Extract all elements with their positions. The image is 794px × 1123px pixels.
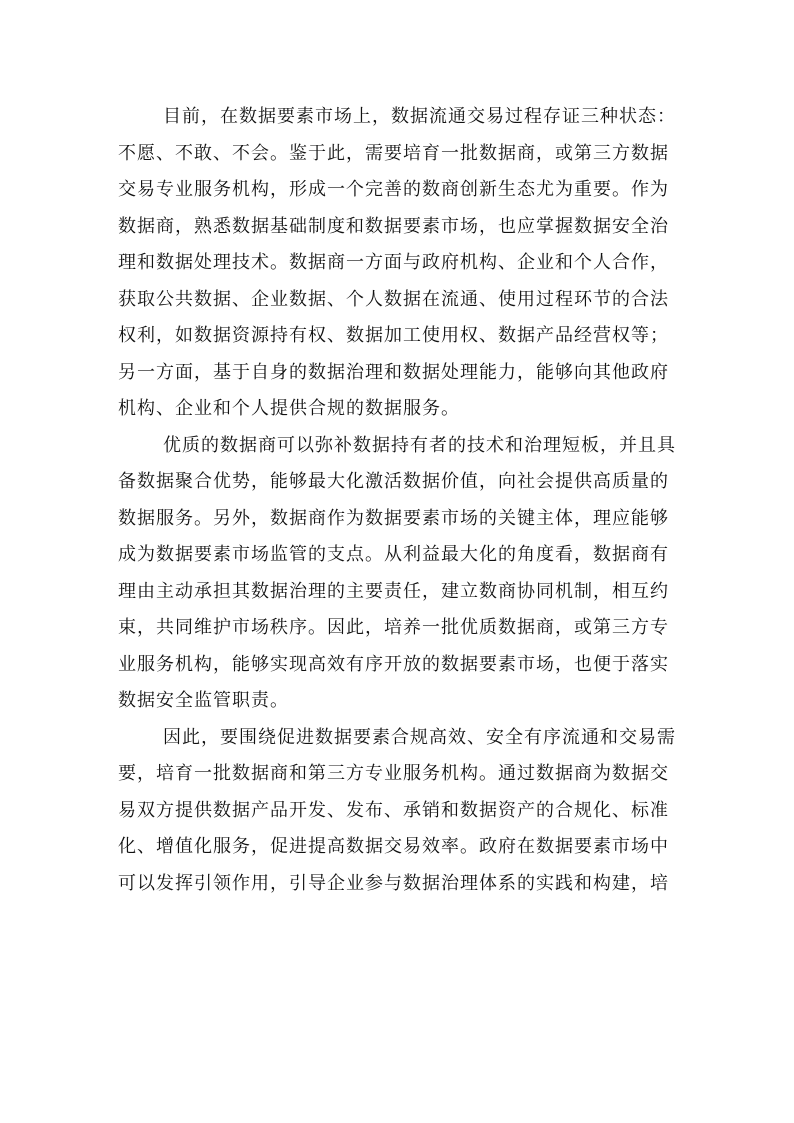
paragraph-line: 目前，在数据要素市场上，数据流通交易过程存证三种状态： (163, 106, 676, 127)
paragraph-line: 数据安全监管职责。 (118, 690, 289, 711)
paragraph-line: 数据商，熟悉数据基础制度和数据要素市场，也应掌握数据安全治 (118, 215, 669, 237)
paragraph-3 (118, 720, 682, 903)
paragraph-line: 另一方面，基于自身的数据治理和数据处理能力，能够向其他政府 (118, 361, 669, 383)
paragraph-line: 数据服务。另外，数据商作为数据要素市场的关键主体，理应能够 (118, 507, 669, 529)
paragraph-line: 束，共同维护市场秩序。因此，培养一批优质数据商，或第三方专 (118, 617, 669, 638)
paragraph-line: 备数据聚合优势，能够最大化激活数据价值，向社会提供高质量的 (118, 471, 669, 492)
paragraph-line: 易双方提供数据产品开发、发布、承销和数据资产的合规化、标准 (118, 799, 669, 821)
paragraph-line: 理和数据处理技术。数据商一方面与政府机构、企业和个人合作， (118, 252, 669, 273)
paragraph-line: 机构、企业和个人提供合规的数据服务。 (118, 398, 460, 419)
paragraph-line: 获取公共数据、企业数据、个人数据在流通、使用过程环节的合法 (118, 288, 669, 310)
paragraph-2 (118, 428, 682, 720)
paragraph-line: 理由主动承担其数据治理的主要责任，建立数商协同机制，相互约 (118, 580, 669, 602)
paragraph-line: 不愿、不敢、不会。鉴于此，需要培育一批数据商，或第三方数据 (118, 142, 669, 164)
paragraph-line: 权利，如数据资源持有权、数据加工使用权、数据产品经营权等； (118, 325, 669, 346)
paragraph-line: 业服务机构，能够实现高效有序开放的数据要素市场，也便于落实 (118, 653, 669, 675)
paragraph-line: 化、增值化服务，促进提高数据交易效率。政府在数据要素市场中 (118, 836, 669, 857)
paragraph-line: 因此，要围绕促进数据要素合规高效、安全有序流通和交易需 (163, 726, 676, 748)
paragraph-1 (118, 99, 682, 428)
paragraph-line: 要，培育一批数据商和第三方专业服务机构。通过数据商为数据交 (118, 763, 669, 784)
paragraph-line: 可以发挥引领作用，引导企业参与数据治理体系的实践和构建，培 (118, 872, 669, 894)
paragraph-line: 交易专业服务机构，形成一个完善的数商创新生态尤为重要。作为 (118, 179, 669, 200)
paragraph-line: 优质的数据商可以弥补数据持有者的技术和治理短板，并且具 (163, 434, 676, 456)
document-body (118, 99, 682, 902)
paragraph-line: 成为数据要素市场监管的支点。从利益最大化的角度看，数据商有 (118, 544, 669, 565)
